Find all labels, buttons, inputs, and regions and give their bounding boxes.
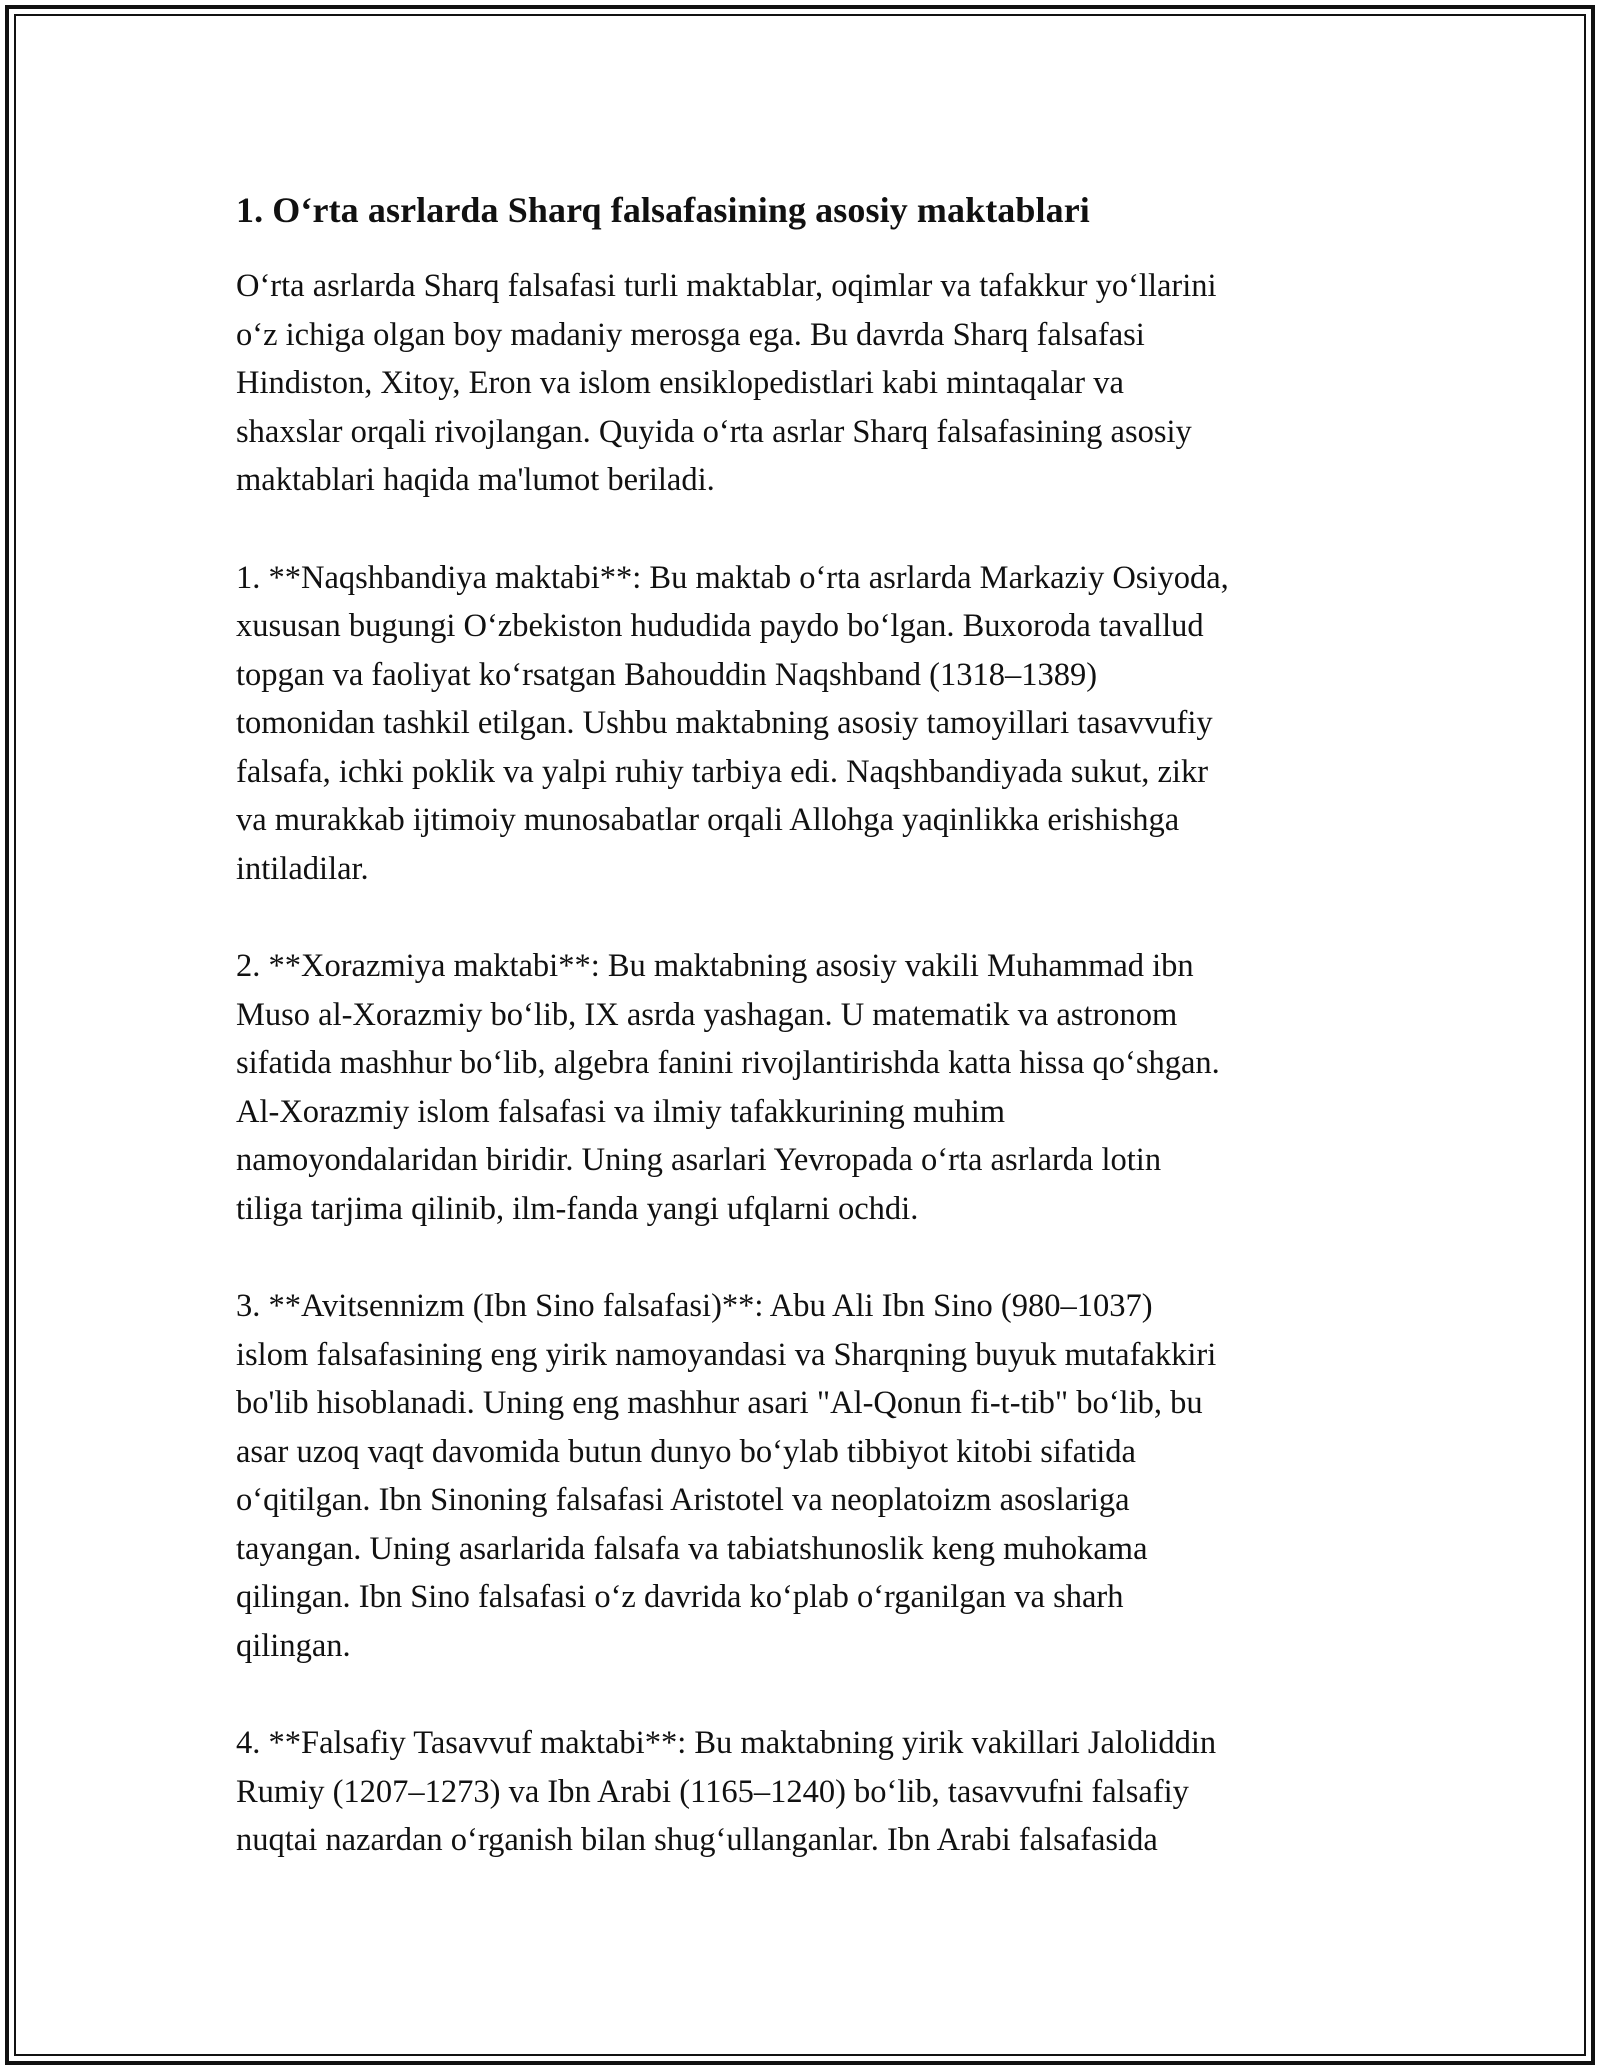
intro-paragraph (236, 262, 1386, 505)
text-line: o‘z ichiga olgan boy madaniy merosga ega. Bu davrda Sharq falsafasi (236, 316, 1145, 353)
section-heading: 1. O‘rta asrlarda Sharq falsafasining asosiy maktablari (236, 190, 1090, 230)
text-line: islom falsafasining eng yirik namoyandasi va Sharqning buyuk mutafakkiri (236, 1336, 1217, 1373)
document-body (236, 186, 1386, 1865)
text-line: 3. **Avitsennizm (Ibn Sino falsafasi)**: Abu Ali Ibn Sino (980–1037) (236, 1288, 1153, 1324)
text-line: 1. **Naqshbandiya maktabi**: Bu maktab o‘rta asrlarda Markaziy Osiyoda, (236, 559, 1229, 596)
text-line: Hindiston, Xitoy, Eron va islom ensiklopedistlari kabi mintaqalar va (236, 365, 1124, 401)
text-line: 2. **Xorazmiya maktabi**: Bu maktabning asosiy vakili Muhammad ibn (236, 948, 1194, 984)
text-line: qilingan. Ibn Sino falsafasi o‘z davrida ko‘plab o‘rganilgan va sharh (236, 1579, 1124, 1615)
text-line: bo'lib hisoblanadi. Uning eng mashhur asari "Al-Qonun fi-t-tib" bo‘lib, bu (236, 1385, 1203, 1421)
text-line: tayangan. Uning asarlarida falsafa va tabiatshunoslik keng muhokama (236, 1530, 1148, 1567)
text-line: topgan va faoliyat ko‘rsatgan Bahouddin Naqshband (1318–1389) (236, 656, 1098, 693)
text-line: 4. **Falsafiy Tasavvuf maktabi**: Bu maktabning yirik vakillari Jaloliddin (236, 1725, 1217, 1761)
text-line: falsafa, ichki poklik va yalpi ruhiy tarbiya edi. Naqshbandiyada sukut, zikr (236, 753, 1209, 790)
text-line: nuqtai nazardan o‘rganish bilan shug‘ullanganlar. Ibn Arabi falsafasida (236, 1822, 1158, 1858)
text-line: asar uzoq vaqt davomida butun dunyo bo‘ylab tibbiyot kitobi sifatida (236, 1433, 1136, 1470)
text-line: maktablari haqida ma'lumot beriladi. (236, 462, 715, 498)
xorazmiya-paragraph (236, 942, 1386, 1233)
text-line: O‘rta asrlarda Sharq falsafasi turli maktablar, oqimlar va tafakkur yo‘llarini (236, 268, 1217, 304)
text-line: tomonidan tashkil etilgan. Ushbu maktabning asosiy tamoyillari tasavvufiy (236, 705, 1213, 741)
text-line: va murakkab ijtimoiy munosabatlar orqali Allohga yaqinlikka erishishga (236, 802, 1180, 838)
text-line: namoyondalaridan biridir. Uning asarlari Yevropada o‘rta asrlarda lotin (236, 1142, 1162, 1178)
text-line: shaxslar orqali rivojlangan. Quyida o‘rta asrlar Sharq falsafasining asosiy (236, 413, 1192, 450)
text-line: xususan bugungi O‘zbekiston hududida paydo bo‘lgan. Buxoroda tavallud (236, 608, 1204, 644)
avitsennizm-paragraph (236, 1282, 1386, 1670)
text-line: o‘qitilgan. Ibn Sinoning falsafasi Aristotel va neoplatoizm asoslariga (236, 1482, 1130, 1518)
tasavvuf-paragraph (236, 1719, 1386, 1865)
text-line: qilingan. (236, 1627, 351, 1664)
text-line: intiladilar. (236, 850, 369, 887)
text-line: Muso al-Xorazmiy bo‘lib, IX asrda yashagan. U matematik va astronom (236, 996, 1178, 1033)
text-line: Al-Xorazmiy islom falsafasi va ilmiy tafakkurining muhim (236, 1093, 1006, 1130)
text-line: tiliga tarjima qilinib, ilm-fanda yangi ufqlarni ochdi. (236, 1190, 919, 1227)
text-line: Rumiy (1207–1273) va Ibn Arabi (1165–1240) bo‘lib, tasavvufni falsafiy (236, 1773, 1189, 1810)
text-line: sifatida mashhur bo‘lib, algebra fanini rivojlantirishda katta hissa qo‘shgan. (236, 1045, 1220, 1081)
naqshbandiya-paragraph (236, 554, 1386, 894)
